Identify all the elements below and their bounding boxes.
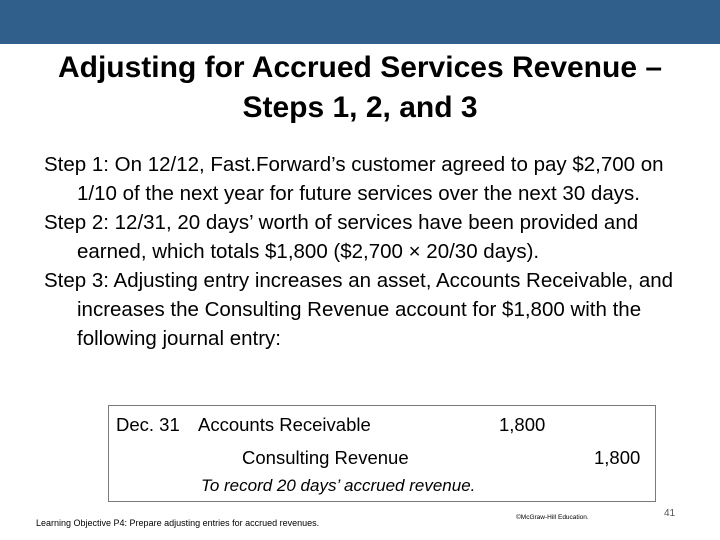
debit-amount: 1,800 <box>499 414 546 435</box>
journal-date: Dec. 31 <box>116 414 180 435</box>
header-bar <box>0 0 720 44</box>
slide-title <box>20 48 700 128</box>
title-line-1: Adjusting for Accrued Services Revenue – <box>57 51 663 84</box>
credit-amount: 1,800 <box>594 447 641 468</box>
journal-entry-box <box>108 405 656 502</box>
copyright-notice: ©McGraw-Hill Education. <box>516 514 589 521</box>
title-line-2: Steps 1, 2, and 3 <box>242 91 478 124</box>
step-1: Step 1: On 12/12, Fast.Forward’s customer agreed to pay $2,700 on 1/10 of the next year for future services over the next 30 days. <box>44 153 664 205</box>
step-3: Step 3: Adjusting entry increases an asset, Accounts Receivable, and increases the Consulting Revenue account for $1,800 with the following journal entry: <box>44 269 674 350</box>
credit-account: Consulting Revenue <box>242 447 409 468</box>
page-number: 41 <box>664 508 676 519</box>
step-2: Step 2: 12/31, 20 days’ worth of services have been provided and earned, which totals $1,800 ($2,700 × 20/30 days). <box>44 211 639 263</box>
debit-account: Accounts Receivable <box>198 414 371 435</box>
steps-list <box>44 150 704 353</box>
learning-objective: Learning Objective P4: Prepare adjusting entries for accrued revenues. <box>36 518 320 528</box>
journal-memo: To record 20 days’ accrued revenue. <box>201 476 476 495</box>
